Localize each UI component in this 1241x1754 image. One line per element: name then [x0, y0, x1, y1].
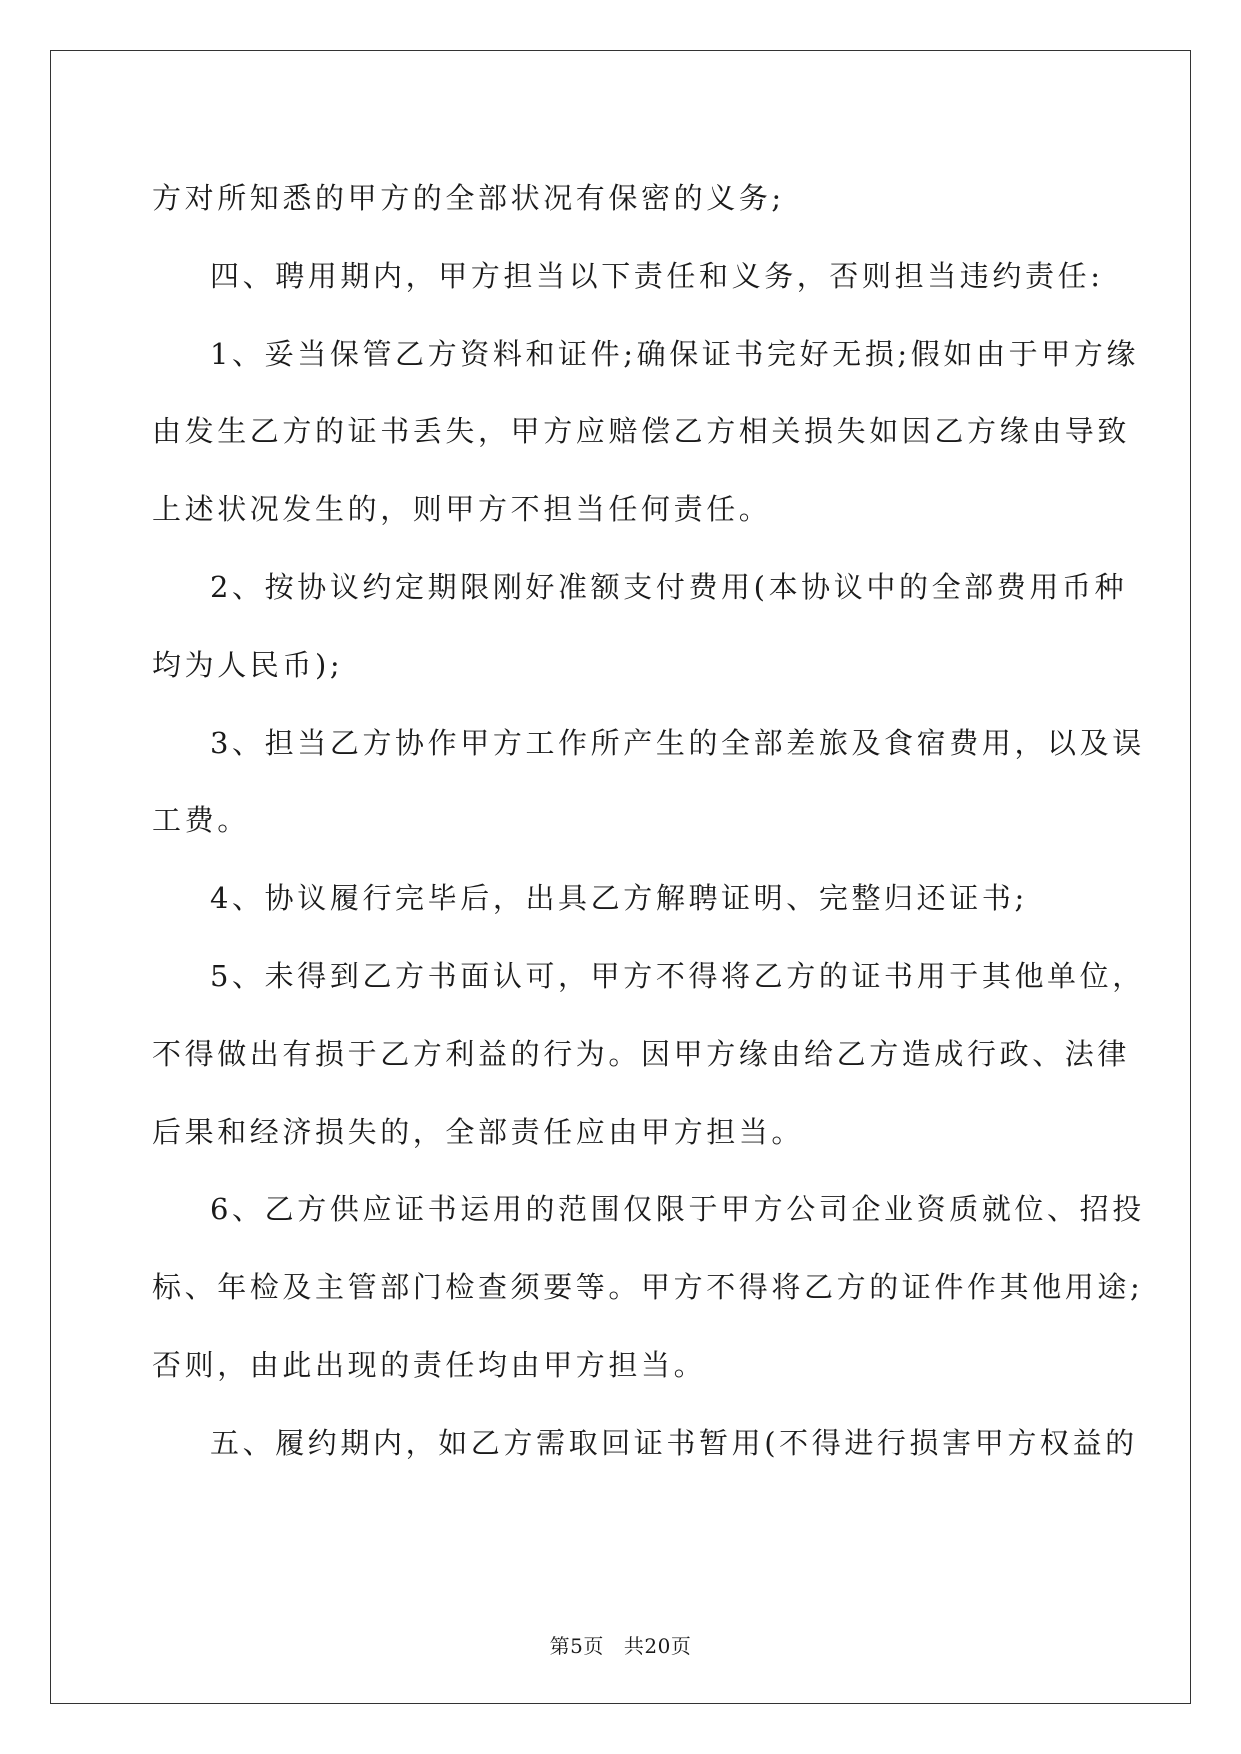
- text-line: 标、年检及主管部门检查须要等。甲方不得将乙方的证件作其他用途;: [152, 1270, 1144, 1305]
- text-line: 5、未得到乙方书面认可，甲方不得将乙方的证书用于其他单位，: [210, 958, 1145, 993]
- text-line: 6、乙方供应证书运用的范围仅限于甲方公司企业资质就位、招投: [210, 1192, 1145, 1227]
- text-line: 方对所知悉的甲方的全部状况有保密的义务;: [152, 181, 785, 215]
- text-line: 上述状况发生的，则甲方不担当任何责任。: [152, 492, 772, 527]
- document-body: [152, 160, 1145, 1483]
- text-line: 3、担当乙方协作甲方工作所产生的全部差旅及食宿费用，以及误: [210, 725, 1145, 760]
- text-line: 2、按协议约定期限刚好准额支付费用(本协议中的全部费用币种: [210, 569, 1128, 604]
- text-line: 均为人民币);: [152, 647, 344, 682]
- text-line: 四、聘用期内，甲方担当以下责任和义务，否则担当违约责任:: [210, 258, 1104, 293]
- text-line: 工费。: [152, 803, 250, 838]
- text-line: 后果和经济损失的，全部责任应由甲方担当。: [152, 1114, 805, 1149]
- page-footer: [0, 1630, 1241, 1659]
- text-line: 五、履约期内，如乙方需取回证书暂用(不得进行损害甲方权益的: [210, 1425, 1138, 1460]
- text-line: 不得做出有损于乙方利益的行为。因甲方缘由给乙方造成行政、法律: [152, 1036, 1131, 1071]
- page-number: 第5页: [549, 1634, 604, 1658]
- text-line: 由发生乙方的证书丢失，甲方应赔偿乙方相关损失如因乙方缘由导致: [152, 414, 1131, 449]
- text-line: 4、协议履行完毕后，出具乙方解聘证明、完整归还证书;: [210, 881, 1028, 916]
- text-line: 1、妥当保管乙方资料和证件;确保证书完好无损;假如由于甲方缘: [210, 336, 1139, 371]
- page-total: 共20页: [623, 1634, 692, 1658]
- text-line: 否则，由此出现的责任均由甲方担当。: [152, 1347, 707, 1382]
